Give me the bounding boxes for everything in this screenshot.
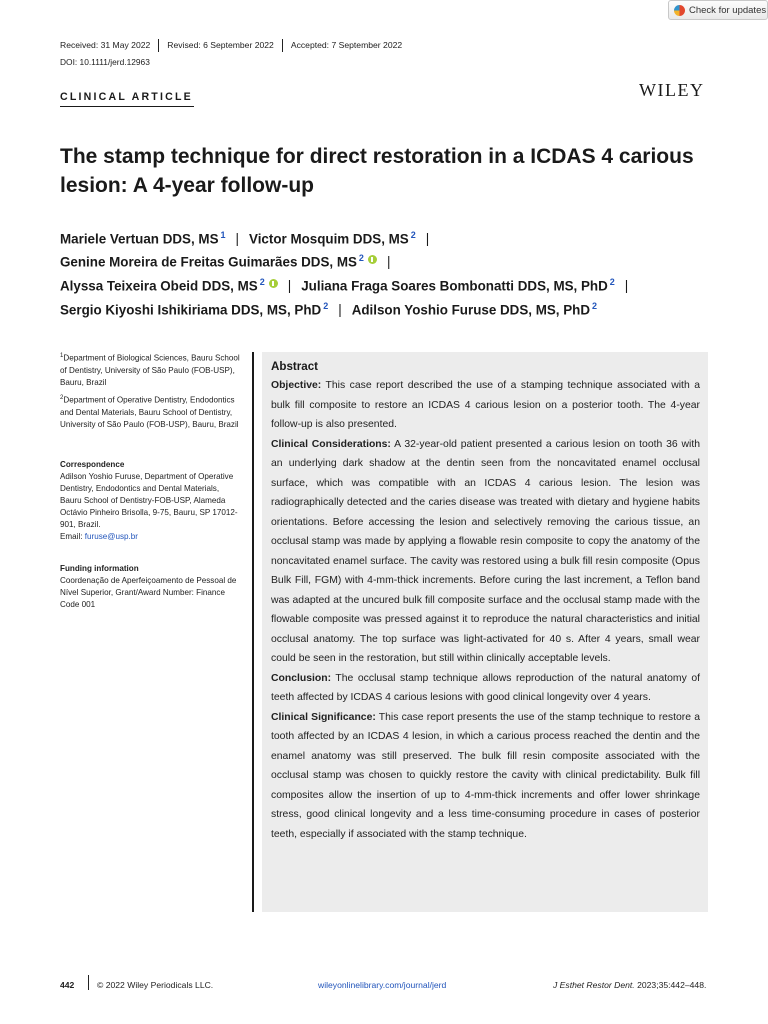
affiliation-text: Department of Operative Dentistry, Endodontics and Dental Materials, Bauru School of Dentistry, University of São Paulo (FOB-USP), Bauru, Brazil [60,395,239,429]
abstract-conclusion [271,669,700,708]
section-label: Clinical Significance: [271,711,376,723]
abstract-objective [271,376,700,435]
author-name[interactable]: Sergio Kiyoshi Ishikiriama DDS, MS, PhD [60,302,322,318]
author-affiliation-ref[interactable]: 2 [358,253,364,263]
check-for-updates-label: Check for updates [689,4,767,16]
affiliation-text: Department of Biological Sciences, Bauru School of Dentistry, University of São Paulo (FOB-USP), Bauru, Brazil [60,353,240,387]
revised-date: Revised: 6 September 2022 [167,39,274,50]
orcid-icon[interactable] [368,255,377,264]
abstract-heading: Abstract [271,360,319,373]
footer-divider [88,975,89,990]
check-for-updates-button[interactable] [668,0,768,20]
page-number: 442 [60,980,75,990]
affiliation-1 [60,350,240,389]
correspondence-heading: Correspondence [60,460,125,469]
affiliation-number: 1 [60,353,64,359]
affiliation-2 [60,392,240,431]
citation [553,980,706,990]
section-label: Objective: [271,380,322,391]
author-name[interactable]: Victor Mosquim DDS, MS [249,231,409,247]
doi: DOI: 10.1111/jerd.12963 [60,57,150,67]
email-label: Email: [60,532,85,541]
author-separator: | [425,231,430,247]
author-separator: | [386,254,391,270]
correspondence [60,459,240,543]
accepted-date: Accepted: 7 September 2022 [290,39,403,50]
author-name[interactable]: Juliana Fraga Soares Bombonatti DDS, MS, PhD [301,278,608,294]
orcid-icon[interactable] [269,279,278,288]
author-affiliation-ref[interactable]: 1 [220,230,226,240]
section-text: This case report described the use of a stamping technique associated with a bulk fill composite to restore an ICDAS 4 carious lesion on a posterior tooth. The 4-year follow-up is also presented. [271,380,700,430]
author-separator: | [235,231,240,247]
author-line-4 [60,301,740,317]
author-affiliation-ref[interactable]: 2 [410,230,416,240]
copyright: © 2022 Wiley Periodicals LLC. [97,980,214,990]
correspondence-email [60,531,240,543]
crossmark-icon [674,5,685,16]
divider [282,39,283,52]
author-affiliation-ref[interactable]: 2 [609,277,615,287]
affiliation-number: 2 [60,395,64,401]
author-line-2 [60,253,740,269]
divider [158,39,159,52]
email-link[interactable]: furuse@usp.br [84,532,138,541]
journal-link[interactable]: wileyonlinelibrary.com/journal/jerd [318,980,447,990]
article-type: CLINICAL ARTICLE [60,91,193,103]
author-affiliation-ref[interactable]: 2 [323,301,329,311]
article-type-underline [60,106,194,107]
volume-pages: 2023;35:442–448. [634,980,707,990]
article-title: The stamp technique for direct restoration in a ICDAS 4 carious lesion: A 4-year follow-up [60,145,694,197]
section-label: Conclusion: [271,672,332,684]
section-text: The occlusal stamp technique allows reproduction of the natural anatomy of teeth affected by ICDAS 4 carious lesions with good clinical longevity over 4 years. [271,672,700,703]
author-affiliation-ref[interactable]: 2 [259,277,265,287]
section-text: A 32-year-old patient presented a carious lesion on tooth 36 with an underlying dark shadow at the dentin seen from the noncavitated enamel occlusal surface, which was compatible with an ICDAS 4 carious lesion. The lesion was radiographically detected and the caries disease was treated with dietary and hygiene habits orientations. Before accessing the lesion and selectively removing the carious tissue, an occlusal stamp was made by applying a flowable resin composite to copy the anatomy of the noncavitated enamel surface. The cavity was restored using a bulk fill resin composite (Opus Bulk Fill, FGM) with 4-mm-thick increments. Before curing the last increment, a Teflon band was adapted at the uncured bulk fill composite surface and the occlusal stamp made with the flowable composite was pressed against it to reproduce the natural characteristics and initial occlusal anatomy. The top surface was light-activated for 40 s. After 4 years, small wear could be seen in the restoration, but still within clinically acceptable levels. [271,438,700,664]
history-dates [60,39,402,52]
author-name[interactable]: Adilson Yoshio Furuse DDS, MS, PhD [351,302,591,318]
funding-information [60,563,240,611]
section-label: Clinical Considerations: [271,438,391,450]
author-separator: | [624,278,629,294]
author-line-3 [60,277,740,293]
correspondence-text: Adilson Yoshio Furuse, Department of Operative Dentistry, Endodontics and Dental Materials, Bauru School of Dentistry-FOB-USP, Alameda Octávio Pinheiro Brisolla, 9-75, Bauru, SP 17012-901, Brazil. [60,472,238,529]
received-date: Received: 31 May 2022 [60,39,151,50]
author-separator: | [338,302,342,318]
funding-heading: Funding information [60,564,139,573]
abstract-side-rule [252,352,254,912]
section-text: This case report presents the use of the stamp technique to restore a tooth affected by an ICDAS 4 lesion, in which a carious process reached the dentin and the enamel anatomy was still preserved. The bulk fill resin composite associated with the occlusal stamp was chosen to quickly restore the cavity with clinical predictability. Bulk fill composites allow the insertion of up to 4-mm-thick increments and offer lower shrinkage stress, good clinical longevity and a less time-consuming procedure in cases of posterior teeth, especially if associated with the stamp technique. [271,711,700,840]
funding-text: Coordenação de Aperfeiçoamento de Pessoal de Nível Superior, Grant/Award Number: Finance Code 001 [60,576,237,609]
author-name[interactable]: Alyssa Teixeira Obeid DDS, MS [60,278,258,294]
publisher-logo: WILEY [639,80,705,100]
journal-name: J Esthet Restor Dent. [553,980,635,990]
author-name[interactable]: Genine Moreira de Freitas Guimarães DDS, MS [60,254,357,270]
author-name[interactable]: Mariele Vertuan DDS, MS [60,231,219,247]
author-separator: | [287,278,292,294]
abstract-clinical-considerations [271,435,700,669]
author-line-1 [60,230,740,246]
abstract-clinical-significance [271,708,700,845]
author-affiliation-ref[interactable]: 2 [592,301,598,311]
abstract-body [271,376,700,844]
